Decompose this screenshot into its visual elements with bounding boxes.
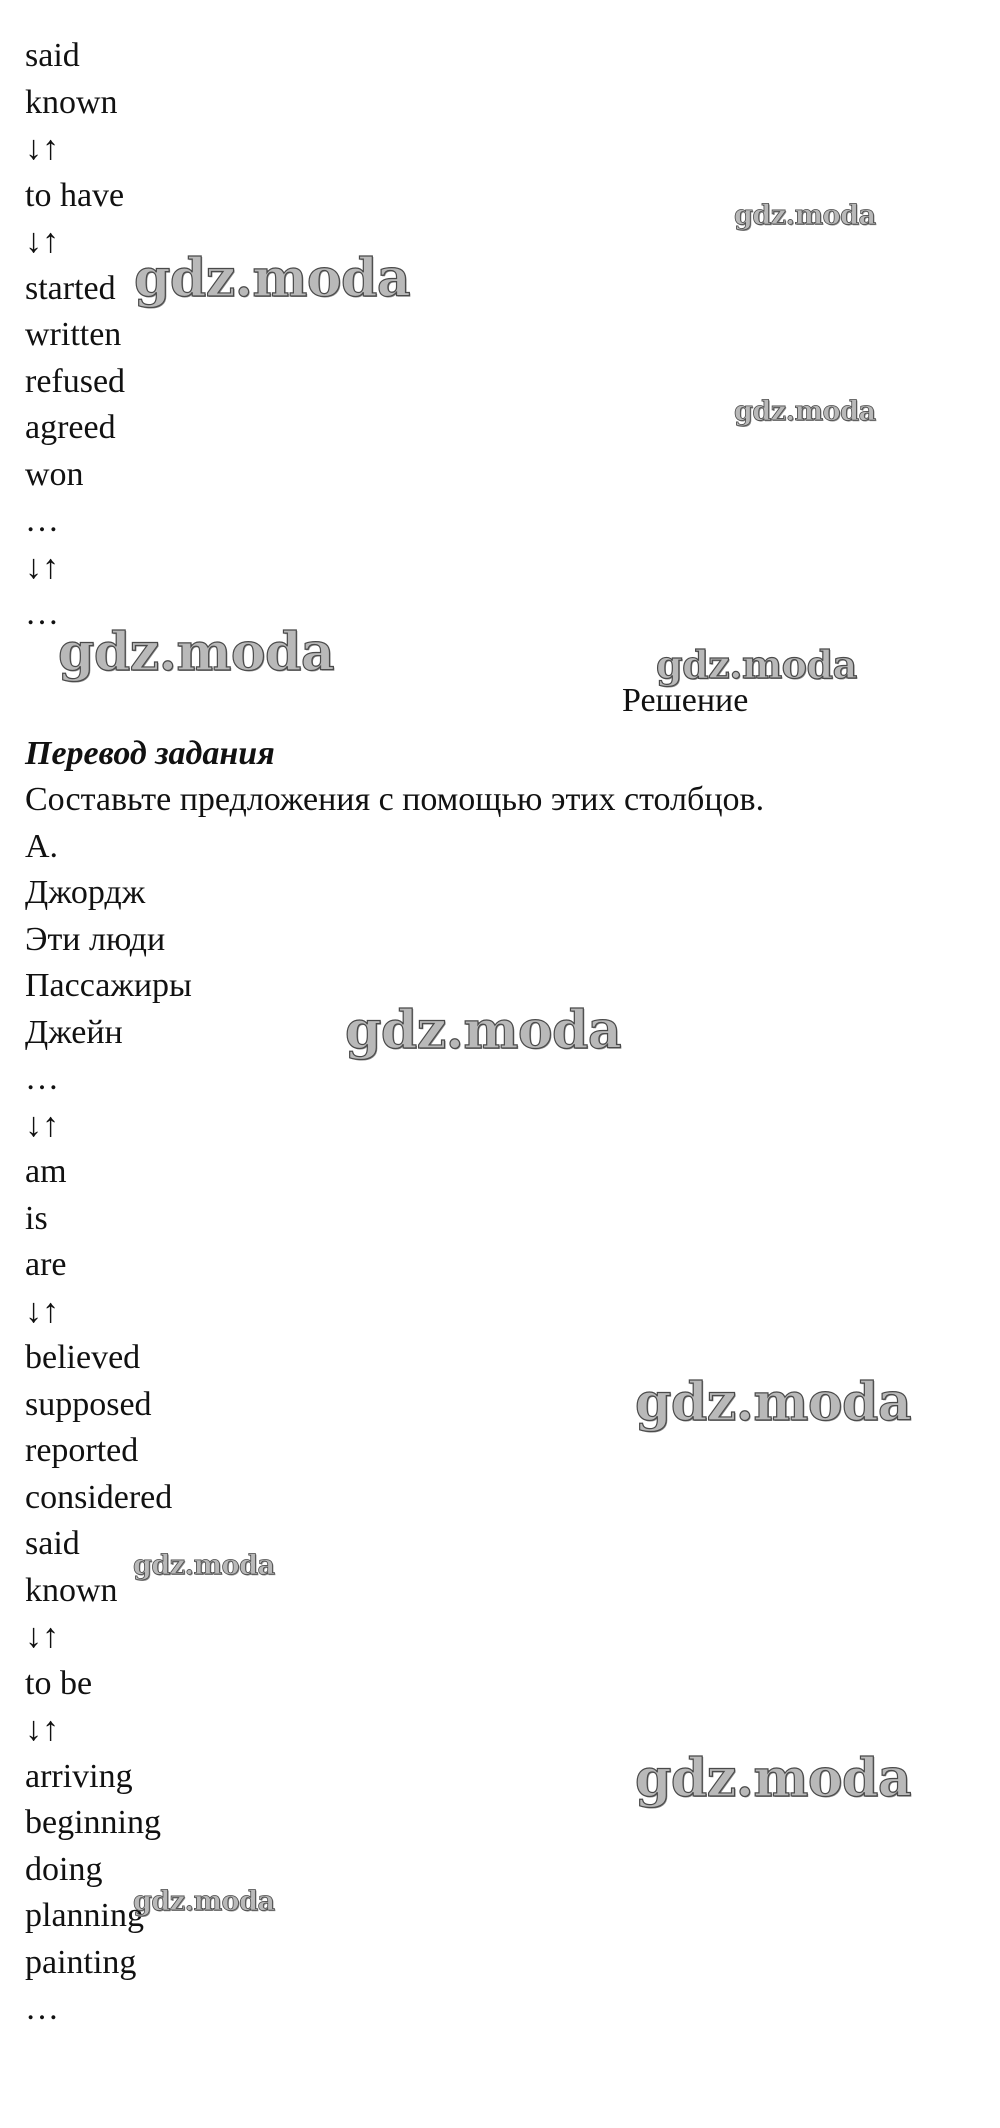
- text-line: believed: [25, 1339, 141, 1376]
- translation-title: Перевод задания: [25, 734, 275, 772]
- text-line: doing: [25, 1850, 103, 1888]
- text-line: are: [25, 1246, 67, 1283]
- text-line: beginning: [25, 1804, 161, 1841]
- text-line: to have: [25, 176, 125, 214]
- text-line: known: [25, 1571, 118, 1609]
- text-line: won: [25, 455, 84, 493]
- text-line: ↓↑: [25, 223, 59, 260]
- text-line: am: [25, 1153, 67, 1190]
- text-line: painting: [25, 1943, 137, 1981]
- watermark: gdz.moda: [656, 642, 857, 687]
- text-line: ↓↑: [25, 1292, 59, 1330]
- text-line: is: [25, 1199, 48, 1237]
- watermark: gdz.moda: [734, 200, 876, 231]
- watermark: gdz.moda: [58, 622, 335, 683]
- text-line: Пассажиры: [25, 967, 192, 1004]
- text-line: …: [25, 502, 59, 539]
- text-line: agreed: [25, 409, 116, 446]
- watermark: gdz.moda: [734, 396, 876, 427]
- text-line: written: [25, 316, 122, 353]
- text-line: Джейн: [25, 1013, 123, 1051]
- text-line: known: [25, 83, 118, 121]
- text-line: ↓↑: [25, 1711, 59, 1748]
- text-line: …: [25, 1990, 59, 2027]
- text-line: said: [25, 1525, 80, 1562]
- watermark: gdz.moda: [134, 248, 411, 309]
- text-line: …: [25, 1060, 59, 1097]
- text-line: Эти люди: [25, 920, 166, 958]
- text-line: ↓↑: [25, 130, 59, 167]
- text-line: Джордж: [25, 874, 146, 911]
- text-line: started: [25, 269, 116, 307]
- translation-instruction: Составьте предложения с помощью этих столбцов.: [25, 781, 765, 818]
- text-line: ↓↑: [25, 1106, 59, 1144]
- text-line: to be: [25, 1664, 93, 1702]
- text-line: refused: [25, 362, 126, 400]
- text-line: supposed: [25, 1385, 152, 1423]
- watermark: gdz.moda: [345, 1000, 622, 1061]
- solution-label: Решение: [622, 682, 749, 719]
- watermark: gdz.moda: [133, 1886, 275, 1917]
- watermark: gdz.moda: [635, 1372, 912, 1433]
- text-line: arriving: [25, 1757, 133, 1795]
- watermark: gdz.moda: [133, 1550, 275, 1581]
- text-line: A.: [25, 827, 59, 865]
- text-line: ↓↑: [25, 548, 59, 586]
- text-line: considered: [25, 1478, 173, 1516]
- text-line: ↓↑: [25, 1618, 59, 1655]
- text-line: planning: [25, 1897, 144, 1934]
- text-line: said: [25, 37, 80, 74]
- watermark: gdz.moda: [635, 1748, 912, 1809]
- text-line: …: [25, 595, 59, 632]
- text-line: reported: [25, 1432, 139, 1469]
